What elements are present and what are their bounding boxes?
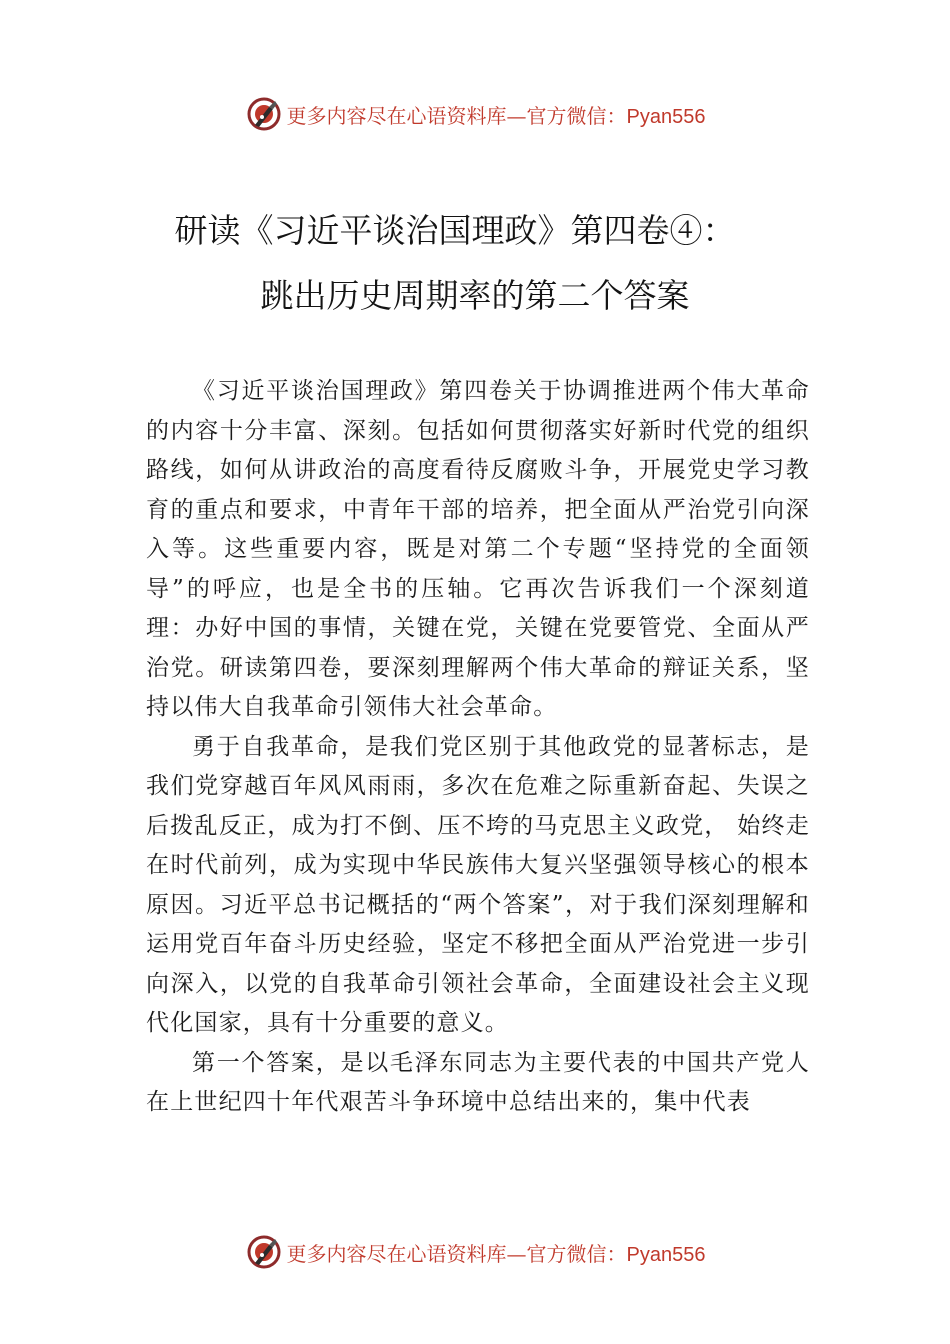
banner-text — [287, 100, 706, 129]
banner-wechat-id: Pyan556 — [626, 105, 706, 128]
banner-text-cn: 更多内容尽在心语资料库—官方微信： — [286, 103, 627, 128]
pen-nib-logo-icon — [245, 1233, 283, 1271]
paragraph: 第一个答案，是以毛泽东同志为主要代表的中国共产党人在上世纪四十年代艰苦斗争环境中总结出来的，集中代表 — [146, 1049, 810, 1115]
banner-wechat-id: Pyan556 — [626, 1243, 706, 1266]
banner-text — [287, 1238, 706, 1267]
banner-text-cn: 更多内容尽在心语资料库—官方微信： — [286, 1241, 627, 1266]
footer-banner — [0, 1230, 950, 1274]
header-banner — [0, 92, 950, 136]
document-title-line-1: 研读《习近平谈治国理政》第四卷④： — [174, 211, 736, 250]
pen-nib-logo-icon — [245, 95, 283, 133]
document-body — [146, 372, 810, 1123]
document-title-line-2: 跳出历史周期率的第二个答案 — [260, 276, 690, 315]
paragraph: 《习近平谈治国理政》第四卷关于协调推进两个伟大革命的内容十分丰富、深刻。包括如何贯彻落实好新时代党的组织路线，如何从讲政治的高度看待反腐败斗争，开展党史学习教育的重点和要求，中青年干部的培养，把全面从严治党引向深入等。这些重要内容，既是对第二个专题“坚持党的全面领导”的呼应，也是全书的压轴。它再次告诉我们一个深刻道理：办好中国的事情，关键在党，关键在党要管党、全面从严治党。研读第四卷，要深刻理解两个伟大革命的辩证关系，坚持以伟大自我革命引领伟大社会革命。 — [146, 378, 810, 720]
paragraph: 勇于自我革命，是我们党区别于其他政党的显著标志，是我们党穿越百年风风雨雨，多次在危难之际重新奋起、失误之后拨乱反正，成为打不倒、压不垮的马克思主义政党， 始终走在时代前列，成为实现中华民族伟大复兴坚强领导核心的根本原因。习近平总书记概括的“两个答案”，对于我们深刻理解和运用党百年奋斗历史经验，坚定不移把全面从严治党进一步引向深入，以党的自我革命引领社会革命，全面建设社会主义现代化国家，具有十分重要的意义。 — [146, 733, 810, 1036]
